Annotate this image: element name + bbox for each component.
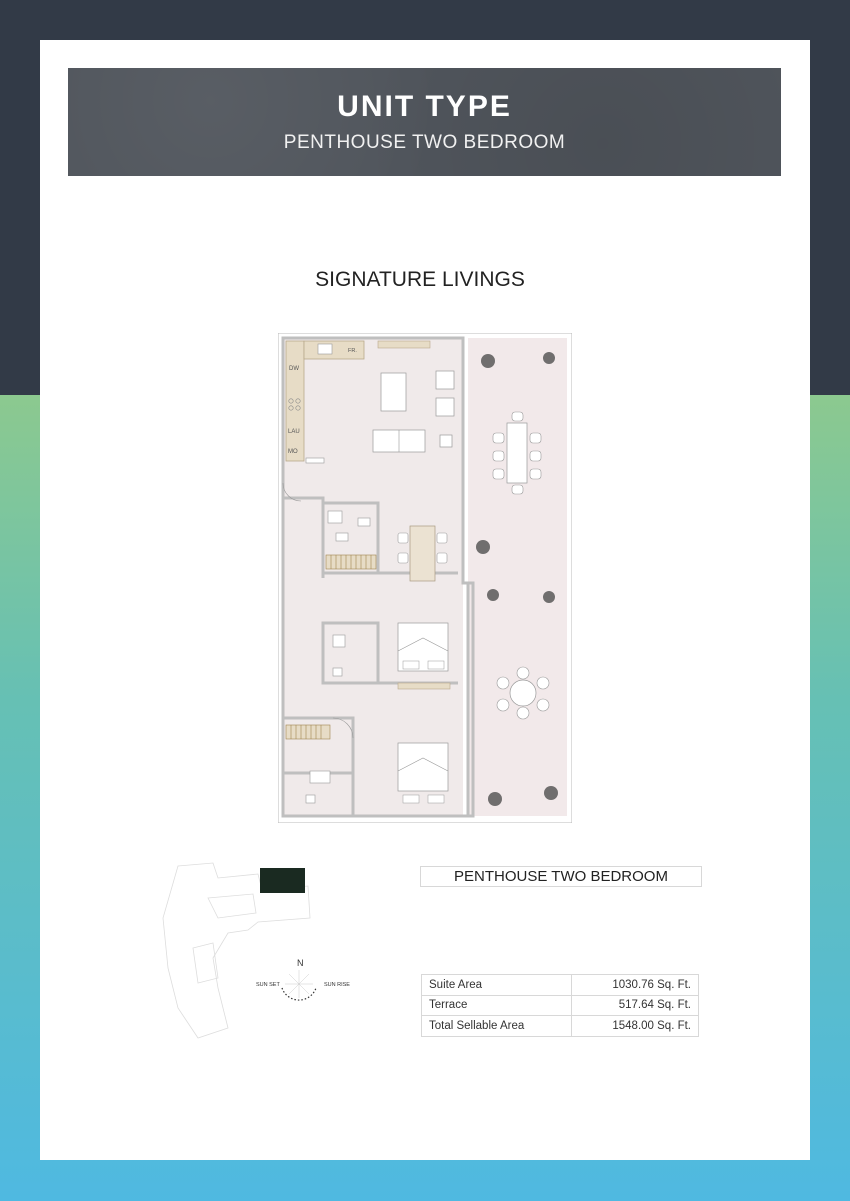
ensuite-2-wc xyxy=(306,795,315,803)
unit-name-label: PENTHOUSE TWO BEDROOM xyxy=(420,866,702,887)
bedroom-1-tv xyxy=(398,683,450,689)
ensuite-1-wc xyxy=(333,668,342,676)
dining-table xyxy=(410,526,435,581)
area-table xyxy=(421,974,699,1037)
terrace-dining-table xyxy=(507,423,527,483)
kitchen-sink xyxy=(318,344,332,354)
area-value: 517.64 Sq. Ft. xyxy=(571,995,698,1016)
armchair-2 xyxy=(436,398,454,416)
table-row xyxy=(422,975,699,996)
floor-plan xyxy=(278,333,572,823)
powder-wc xyxy=(328,511,342,523)
area-value: 1030.76 Sq. Ft. xyxy=(571,975,698,996)
key-plan xyxy=(158,858,358,1048)
unit-type-subtitle: PENTHOUSE TWO BEDROOM xyxy=(283,132,566,153)
tv-unit xyxy=(378,341,430,348)
coffee-table xyxy=(381,373,406,411)
sunrise-label: SUN RISE xyxy=(324,982,350,988)
north-label: N xyxy=(297,958,304,968)
powder-sink xyxy=(336,533,348,541)
sunset-label: SUN SET xyxy=(256,982,280,988)
terrace-floor xyxy=(468,338,567,816)
table-row xyxy=(422,1016,699,1037)
side-table xyxy=(440,435,452,447)
armchair-1 xyxy=(436,371,454,389)
header-banner xyxy=(68,68,781,176)
brochure-sheet xyxy=(40,40,810,1160)
lau-label: LAU xyxy=(288,429,300,435)
area-label: Total Sellable Area xyxy=(422,1016,572,1037)
collection-title: SIGNATURE LIVINGS xyxy=(315,268,525,291)
terrace-round-table xyxy=(510,680,536,706)
mo-label: MO xyxy=(288,449,298,455)
compass-rays xyxy=(285,970,313,998)
powder-basin xyxy=(358,518,370,526)
wardrobe-2 xyxy=(286,725,330,739)
unit-highlight xyxy=(260,868,305,893)
wardrobe-1 xyxy=(326,555,376,569)
ensuite-2-basin xyxy=(310,771,330,783)
unit-type-title: UNIT TYPE xyxy=(337,90,512,123)
area-label: Terrace xyxy=(422,995,572,1016)
ensuite-1-basin xyxy=(333,635,345,647)
table-row xyxy=(422,995,699,1016)
dw-label: DW xyxy=(289,366,299,372)
area-label: Suite Area xyxy=(422,975,572,996)
mo-unit xyxy=(306,458,324,463)
fr-label: FR. xyxy=(348,348,357,354)
area-value: 1548.00 Sq. Ft. xyxy=(571,1016,698,1037)
